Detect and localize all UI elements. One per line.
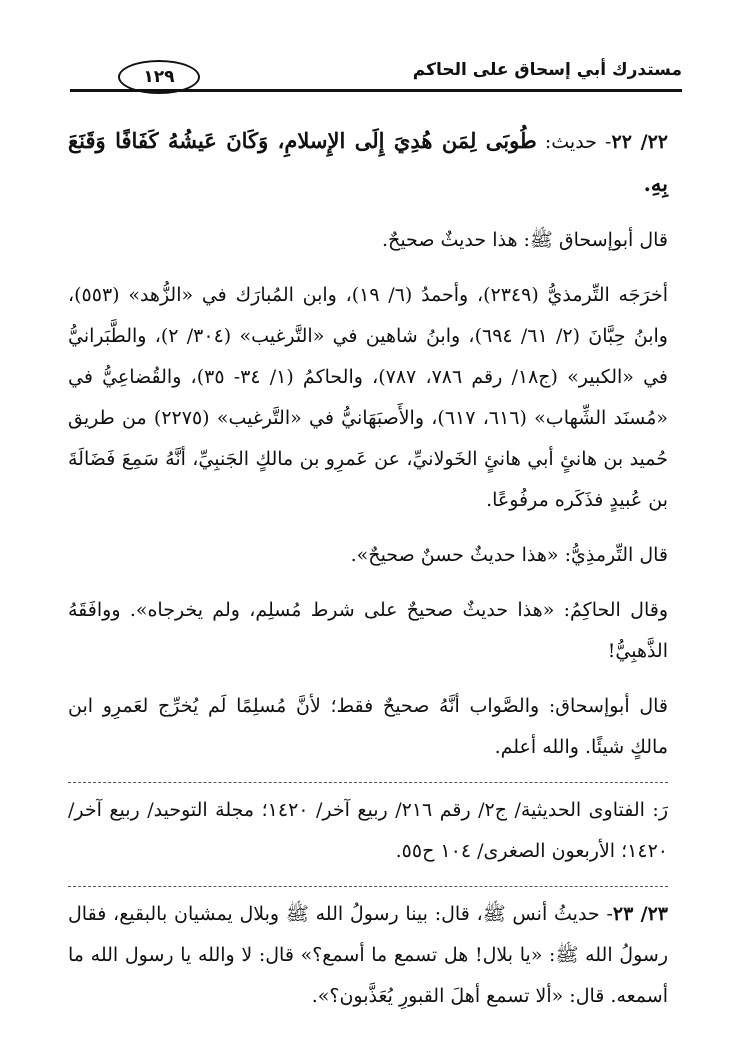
page-header bbox=[70, 58, 682, 98]
main-text bbox=[68, 120, 668, 1031]
hadith-23-number: ٢٣/ ٢٣ bbox=[612, 903, 668, 925]
paragraph-abu-ishaq: قال أبوإسحاق: والصَّواب أنَّهُ صحيحٌ فقط؛ لأنَّ مُسلِمًا لَم يُخرِّج لعَمرِو ابن مالكٍ شيئًا. والله أعلم. bbox=[68, 695, 668, 758]
paragraph-hakim: وقال الحاكِمُ: «هذا حديثٌ صحيحٌ على شرط مُسلِم، ولم يخرجاه». ووافَقَهُ الذَّهبِيُّ! bbox=[68, 599, 668, 662]
paragraph-verdict: قال أبوإسحاق ﷺ: هذا حديثٌ صحيحٌ. bbox=[382, 229, 668, 251]
reference-note: رَ: الفتاوى الحديثية/ ج٢/ رقم ٢١٦/ ربيع آخر/ ١٤٢٠؛ مجلة التوحيد/ ربيع آخر/ ١٤٢٠؛ الأربعون الصغرى/ ١٠٤ ح٥٥. bbox=[68, 799, 669, 862]
hadith-23 bbox=[68, 894, 668, 1017]
running-title: مستدرك أبي إسحاق على الحاكم bbox=[412, 60, 682, 80]
hadith-23-text: - حديثُ أنس ﷺ، قال: بينا رسولُ الله ﷺ وبلال يمشيان بالبقيع، فقال رسولُ الله ﷺ: «يا بلال! هل تسمع ما أسمع؟» قال: لا والله يا رسول الله ما أسمعه. قال: «ألا تسمع أهلَ القبورِ يُعَذَّبون؟». bbox=[68, 903, 668, 1007]
reference-divider bbox=[68, 782, 668, 784]
hadith-22 bbox=[68, 120, 668, 206]
page-number: ١٢٩ bbox=[118, 60, 200, 94]
hadith-22-text: طُوبَى لِمَن هُدِيَ إِلَى الإِسلامِ، وَكَانَ عَيشُهُ كَفَافًا وَقَنَعَ بِهِ. bbox=[68, 128, 668, 196]
header-rule bbox=[70, 89, 682, 92]
reference-divider-bottom bbox=[68, 886, 668, 888]
paragraph-tirmidhi: قال التِّرمذِيُّ: «هذا حديثٌ حسنٌ صحيحٌ». bbox=[350, 544, 668, 566]
paragraph-takhrij: أخرَجَه التِّرمذيُّ (٢٣٤٩)، وأحمدُ (٦/ ١٩)، وابن المُبارَك في «الزُّهد» (٥٥٣)، وابنُ حِبَّانَ (٢/ ٦١/ ٦٩٤)، وابنُ شاهين في «التَّرغيب» (٣٠٤/ ٢)، والطَّبَرانيُّ في «الكبير» (ج١٨/ رقم ٧٨٦، ٧٨٧)، والحاكمُ (١/ ٣٤- ٣٥)، والقُضاعِيُّ في «مُسنَد الشِّهاب» (٦١٦، ٦١٧)، والأَصبَهَانيُّ في «التَّرغيب» (٢٢٧٥) من طريق حُميد بن هانئٍ أبي هانئٍ الخَولانيِّ، عن عَمرِو بن مالكٍ الجَنبِيِّ، أنَّهُ سَمِعَ فَضَالَةَ بن عُبيدٍ فذَكَره مرفُوعًا. bbox=[68, 284, 668, 511]
hadith-22-intro: - حديث: bbox=[536, 131, 612, 153]
hadith-22-number: ٢٢/ ٢٢ bbox=[611, 131, 668, 153]
